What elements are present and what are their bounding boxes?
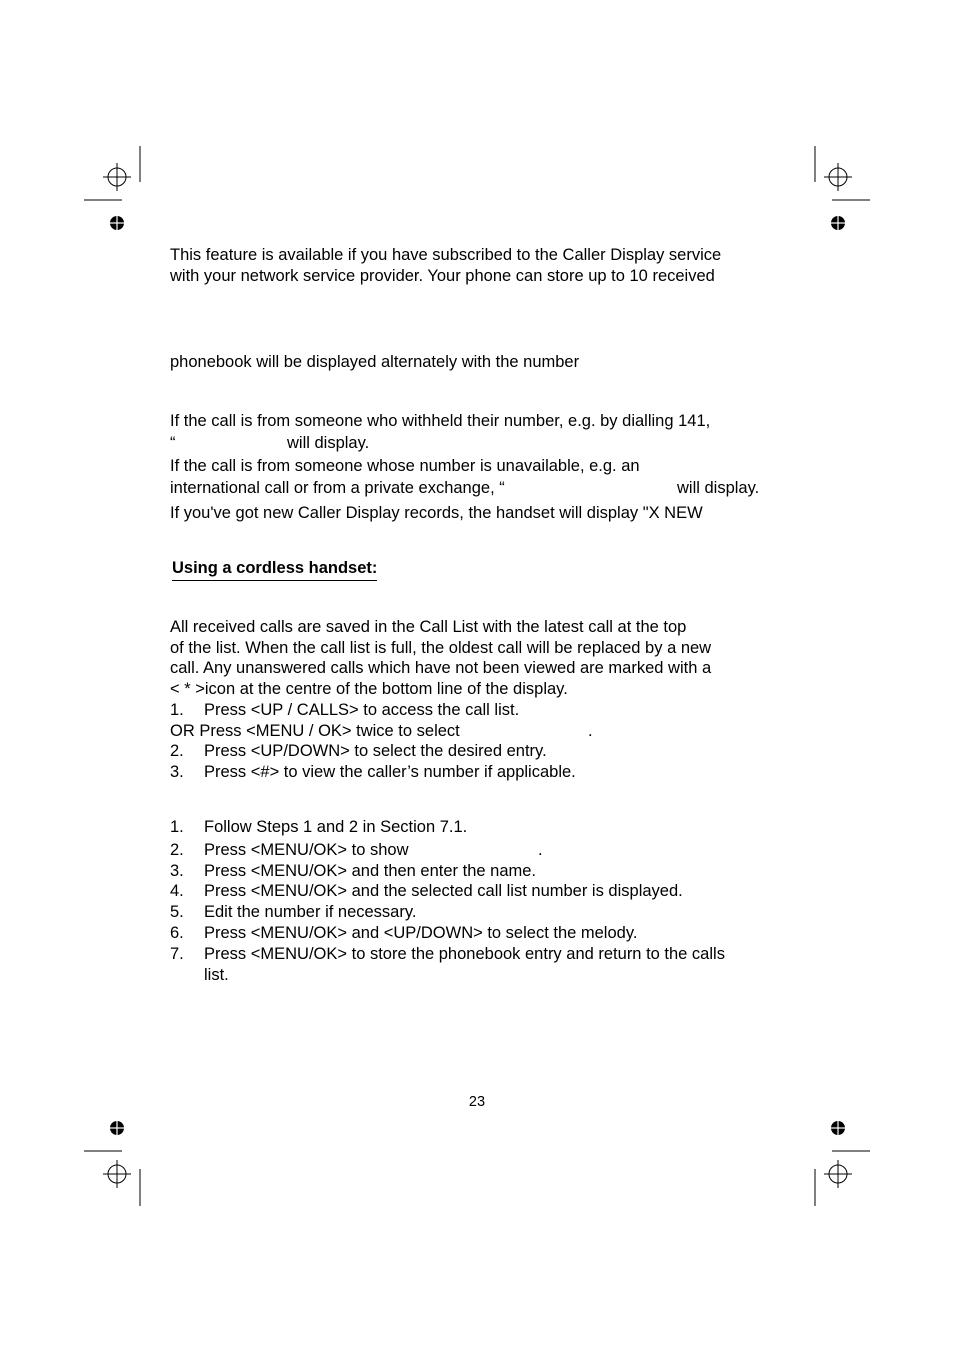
- unavailable-line-2: international call or from a private exchange, “: [170, 479, 505, 497]
- call-list-or-line: OR Press <MENU / OK> twice to select: [170, 722, 460, 740]
- call-list-or-line-end: .: [588, 722, 593, 740]
- withheld-quote: “: [170, 434, 176, 452]
- call-list-para-3: call. Any unanswered calls which have not been viewed are marked with a: [170, 659, 712, 677]
- save-step-6: 6. Press <MENU/OK> and <UP/DOWN> to select the melody.: [170, 924, 638, 942]
- intro-line-1: This feature is available if you have subscribed to the Caller Display service: [170, 246, 722, 264]
- save-step-4: 4. Press <MENU/OK> and the selected call list number is displayed.: [170, 882, 683, 900]
- unavailable-line-1: If the call is from someone whose number is unavailable, e.g. an: [170, 457, 640, 475]
- section-heading: Using a cordless handset:: [172, 558, 377, 581]
- call-list-step-3: 3. Press <#> to view the caller’s number if applicable.: [170, 763, 576, 781]
- call-list-para-4: < * >icon at the centre of the bottom line of the display.: [170, 680, 568, 698]
- save-step-1: 1. Follow Steps 1 and 2 in Section 7.1.: [170, 818, 468, 836]
- call-list-para-2: of the list. When the call list is full, the oldest call will be replaced by a new: [170, 639, 712, 657]
- save-step-5: 5. Edit the number if necessary.: [170, 903, 417, 921]
- save-step-2-end: .: [538, 841, 543, 859]
- call-list-step-2: 2. Press <UP/DOWN> to select the desired entry.: [170, 742, 547, 760]
- page-number: 23: [468, 1094, 486, 1110]
- intro-line-2: with your network service provider. Your phone can store up to 10 received: [170, 267, 715, 285]
- withheld-line-1: If the call is from someone who withheld their number, e.g. by dialling 141,: [170, 412, 711, 430]
- withheld-line-2: will display.: [287, 434, 370, 452]
- new-records-line: If you've got new Caller Display records, the handset will display "X NEW: [170, 504, 703, 522]
- call-list-step-1: 1. Press <UP / CALLS> to access the call list.: [170, 701, 520, 719]
- intro-line-3: phonebook will be displayed alternately with the number: [170, 353, 580, 371]
- save-step-7: 7. Press <MENU/OK> to store the phonebook entry and return to the calls list.: [170, 945, 725, 984]
- call-list-para-1: All received calls are saved in the Call List with the latest call at the top: [170, 618, 687, 636]
- save-step-3: 3. Press <MENU/OK> and then enter the name.: [170, 862, 537, 880]
- unavailable-line-2-end: will display.: [677, 479, 760, 497]
- save-step-2: 2. Press <MENU/OK> to show: [170, 841, 409, 859]
